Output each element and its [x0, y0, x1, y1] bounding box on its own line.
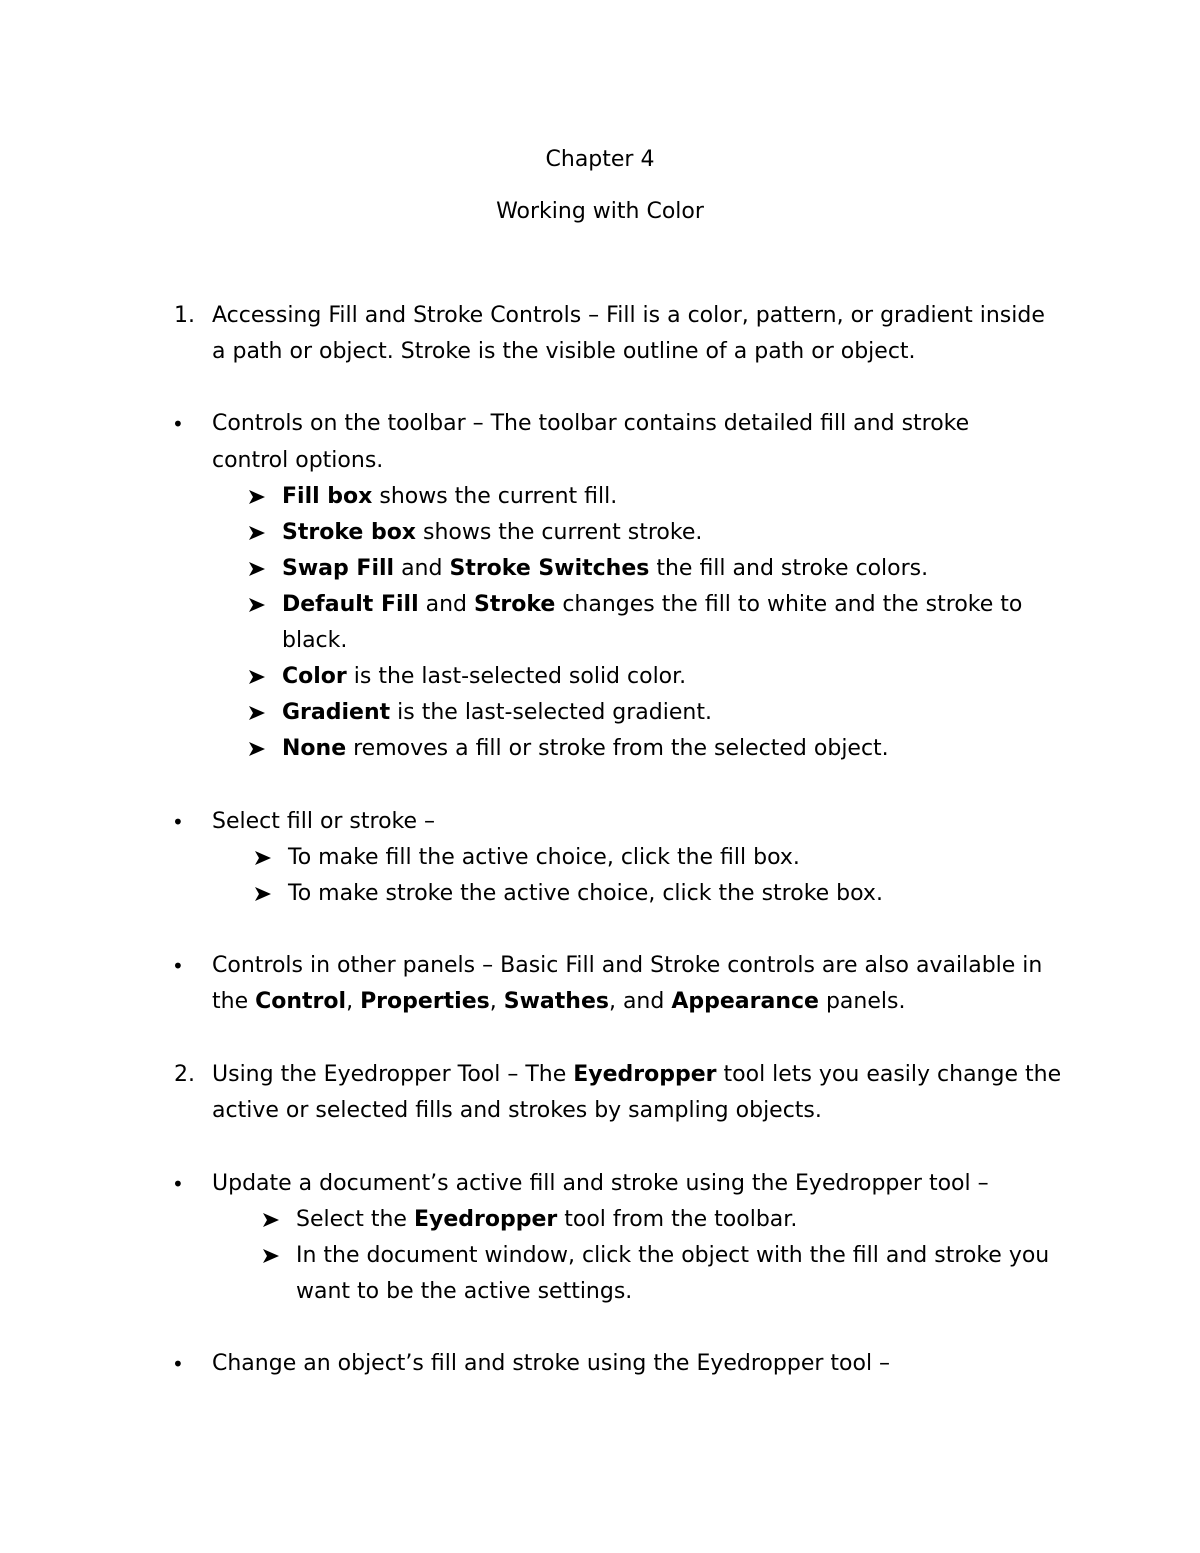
description: is the last-selected gradient.	[390, 700, 712, 725]
description: and	[418, 592, 475, 617]
description: shows the current fill.	[372, 484, 618, 509]
panels-bullet-line-1: Controls in other panels – Basic Fill and Stroke controls are also available in	[212, 953, 1043, 978]
toolbar-item	[282, 587, 1022, 623]
term: Stroke Switches	[449, 556, 650, 581]
bullet-icon: •	[172, 1352, 184, 1376]
text: the	[212, 989, 256, 1014]
select-item: To make stroke the active choice, click the stroke box.	[288, 881, 883, 906]
section-number-1: 1.	[174, 303, 195, 328]
term: Stroke box	[282, 520, 416, 545]
bullet-icon: •	[172, 412, 184, 436]
term: Swathes	[503, 989, 609, 1014]
section-1-line-2: a path or object. Stroke is the visible outline of a path or object.	[212, 339, 916, 364]
text: ,	[346, 989, 361, 1014]
term: Control	[255, 989, 347, 1014]
bullet-icon: •	[172, 810, 184, 834]
text: Select the	[296, 1207, 414, 1232]
section-2-line-2: active or selected fills and strokes by sampling objects.	[212, 1098, 822, 1123]
arrow-bullet-icon	[248, 659, 268, 695]
toolbar-bullet-line-2: control options.	[212, 448, 384, 473]
toolbar-item-continuation: black.	[282, 628, 348, 653]
description: changes the fill to white and the stroke to	[555, 592, 1023, 617]
description: shows the current stroke.	[416, 520, 703, 545]
text: tool lets you easily change the	[716, 1062, 1062, 1087]
arrow-bullet-icon	[248, 551, 268, 587]
arrow-bullet-icon	[248, 731, 268, 767]
chapter-heading: Chapter 4	[545, 147, 655, 172]
arrow-bullet-icon	[262, 1202, 282, 1238]
term: Properties	[360, 989, 490, 1014]
toolbar-item	[282, 659, 686, 695]
bullet-icon: •	[172, 954, 184, 978]
arrow-bullet-icon	[254, 876, 274, 912]
chapter-title: Working with Color	[496, 199, 704, 224]
description: the fill and stroke colors.	[649, 556, 929, 581]
section-2-line-1	[212, 1057, 1061, 1093]
description: is the last-selected solid color.	[346, 664, 687, 689]
text: , and	[608, 989, 672, 1014]
update-item-1	[296, 1202, 797, 1238]
arrow-bullet-icon	[248, 479, 268, 515]
select-bullet-line-1: Select fill or stroke –	[212, 809, 436, 834]
section-number-2: 2.	[174, 1062, 195, 1087]
section-1-line-1: Accessing Fill and Stroke Controls – Fill is a color, pattern, or gradient inside	[212, 303, 1045, 328]
toolbar-item	[282, 731, 889, 767]
arrow-bullet-icon	[248, 515, 268, 551]
text: Using the Eyedropper Tool – The	[212, 1062, 574, 1087]
text: panels.	[818, 989, 906, 1014]
term: Stroke	[474, 592, 556, 617]
arrow-bullet-icon	[248, 695, 268, 731]
text: tool from the toolbar.	[557, 1207, 798, 1232]
panels-bullet-line-2	[212, 984, 905, 1020]
arrow-bullet-icon	[254, 840, 274, 876]
update-item-2-line-1: In the document window, click the object with the fill and stroke you	[296, 1243, 1050, 1268]
toolbar-item	[282, 695, 712, 731]
term: Swap Fill	[282, 556, 395, 581]
toolbar-bullet-line-1: Controls on the toolbar – The toolbar contains detailed fill and stroke	[212, 411, 970, 436]
description: removes a fill or stroke from the selected object.	[346, 736, 889, 761]
update-bullet-line-1: Update a document’s active fill and stroke using the Eyedropper tool –	[212, 1171, 989, 1196]
term: Fill box	[282, 484, 373, 509]
description: and	[394, 556, 450, 581]
arrow-bullet-icon	[262, 1238, 282, 1274]
term: Appearance	[671, 989, 819, 1014]
term: None	[282, 736, 347, 761]
term: Default Fill	[282, 592, 419, 617]
select-item: To make fill the active choice, click the fill box.	[288, 845, 800, 870]
term: Color	[282, 664, 347, 689]
toolbar-item	[282, 551, 928, 587]
update-item-2-line-2: want to be the active settings.	[296, 1279, 633, 1304]
toolbar-item	[282, 515, 702, 551]
change-bullet-line-1: Change an object’s fill and stroke using the Eyedropper tool –	[212, 1351, 891, 1376]
text: ,	[489, 989, 504, 1014]
arrow-bullet-icon	[248, 587, 268, 623]
term: Eyedropper	[573, 1062, 717, 1087]
toolbar-item	[282, 479, 617, 515]
bullet-icon: •	[172, 1172, 184, 1196]
term: Eyedropper	[413, 1207, 558, 1232]
term: Gradient	[282, 700, 391, 725]
